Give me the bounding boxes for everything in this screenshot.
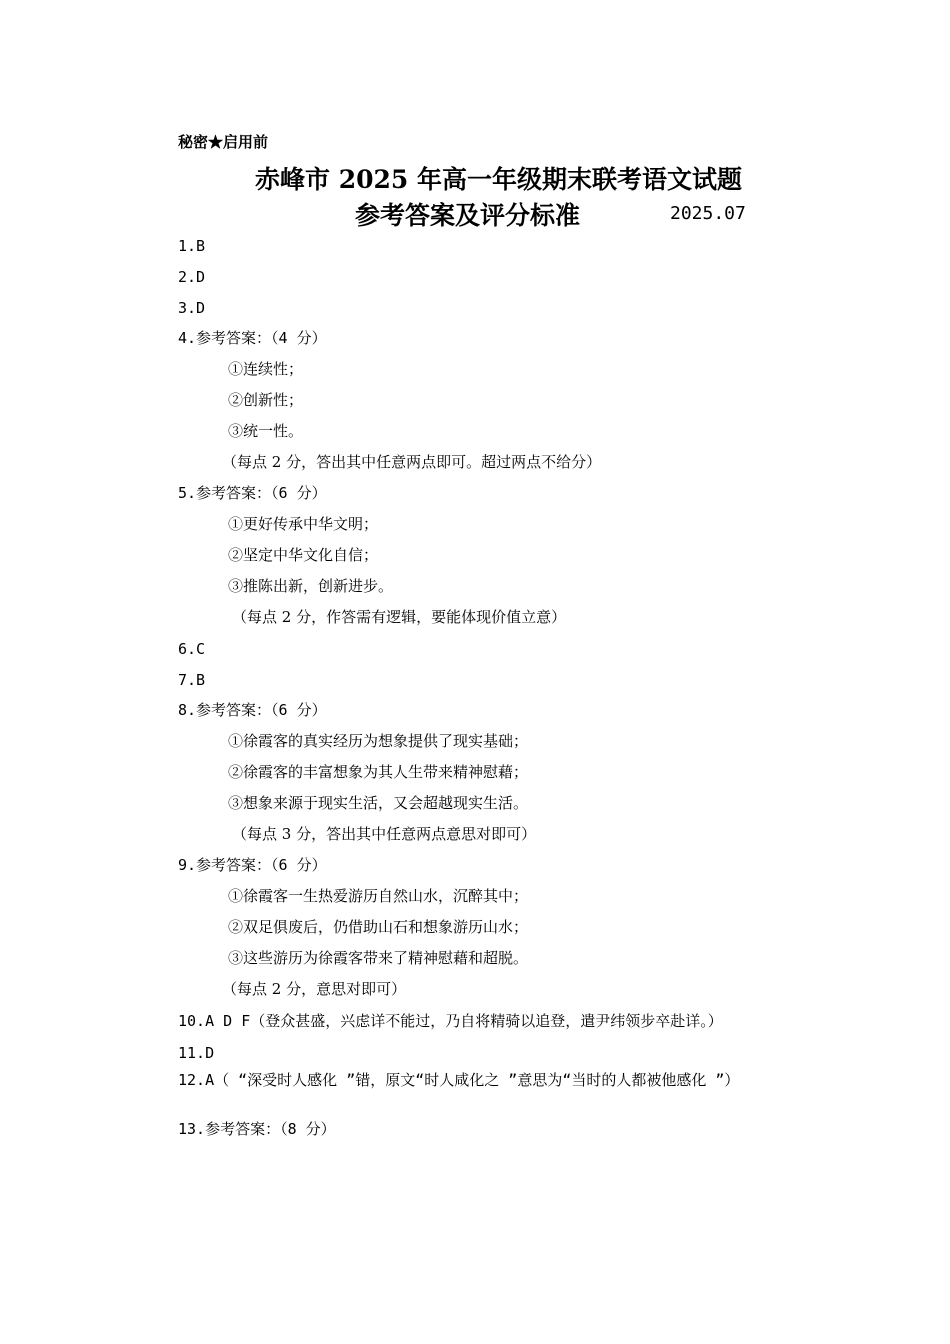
answer-q4-note: （每点 2 分，答出其中任意两点即可。超过两点不给分） xyxy=(222,453,602,471)
answer-q8-item-2: ②徐霞客的丰富想象为其人生带来精神慰藉； xyxy=(228,763,529,781)
answer-q4-item-2: ②创新性； xyxy=(228,391,304,409)
answer-q9-note: （每点 2 分，意思对即可） xyxy=(222,980,407,998)
answer-q2: 2.D xyxy=(178,268,206,286)
answer-q8-label: 8.参考答案：（6 分） xyxy=(178,701,327,719)
answer-q9-item-2: ②双足俱废后，仍借助山石和想象游历山水； xyxy=(228,918,529,936)
answer-q9-item-3: ③这些游历为徐霞客带来了精神慰藉和超脱。 xyxy=(228,949,529,967)
answer-q7: 7.B xyxy=(178,671,206,689)
answer-q8-item-3: ③想象来源于现实生活，又会超越现实生活。 xyxy=(228,794,529,812)
answer-q5-item-2: ②坚定中华文化自信； xyxy=(228,546,379,564)
confidential-mark: 秘密★启用前 xyxy=(178,133,269,151)
answer-q9-label: 9.参考答案：（6 分） xyxy=(178,856,327,874)
answer-q4-item-1: ①连续性； xyxy=(228,360,304,378)
answer-q1: 1.B xyxy=(178,237,206,255)
answer-q10: 10.A D F（登众甚盛，兴虑详不能过，乃自将精骑以追登，遣尹纬领步卒赴详。） xyxy=(178,1012,723,1030)
answer-q11: 11.D xyxy=(178,1044,215,1062)
exam-title: 赤峰市 2025 年高一年级期末联考语文试题 xyxy=(255,165,742,194)
answer-q9-item-1: ①徐霞客一生热爱游历自然山水，沉醉其中； xyxy=(228,887,529,905)
exam-subtitle: 参考答案及评分标准 xyxy=(355,201,581,230)
answer-q3: 3.D xyxy=(178,299,206,317)
answer-q6: 6.C xyxy=(178,640,206,658)
answer-q8-item-1: ①徐霞客的真实经历为想象提供了现实基础； xyxy=(228,732,529,750)
answer-q4-label: 4.参考答案：（4 分） xyxy=(178,329,327,347)
exam-date: 2025.07 xyxy=(670,203,746,224)
answer-q5-item-3: ③推陈出新，创新进步。 xyxy=(228,577,394,595)
answer-q12: 12.A（ “深受时人感化 ”错，原文“时人咸化之 ”意思为“当时的人都被他感化 ”） xyxy=(178,1071,740,1089)
answer-q13-label: 13.参考答案：（8 分） xyxy=(178,1120,336,1138)
answer-q5-item-1: ①更好传承中华文明； xyxy=(228,515,379,533)
answer-q8-note: （每点 3 分，答出其中任意两点意思对即可） xyxy=(232,825,537,843)
answer-q5-label: 5.参考答案：（6 分） xyxy=(178,484,327,502)
answer-q5-note: （每点 2 分，作答需有逻辑，要能体现价值立意） xyxy=(232,608,567,626)
answer-q4-item-3: ③统一性。 xyxy=(228,422,304,440)
